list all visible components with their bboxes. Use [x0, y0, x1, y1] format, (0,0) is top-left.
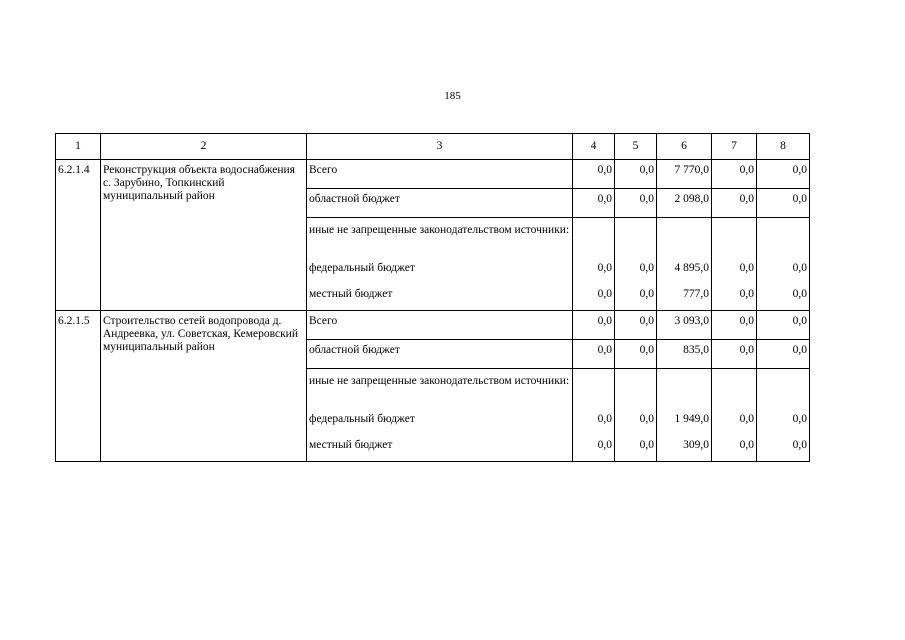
value-cell: 0,0 — [712, 311, 757, 340]
value-cell: 0,0 — [712, 340, 757, 369]
column-header: 1 — [56, 134, 101, 160]
value-cell: 0,0 — [573, 189, 615, 218]
value-cell: 0,0 — [712, 435, 757, 462]
column-header: 5 — [615, 134, 657, 160]
value-cell: 0,0 — [757, 189, 810, 218]
table-row — [56, 160, 810, 189]
value-cell: 0,0 — [573, 435, 615, 462]
value-cell: 2 098,0 — [657, 189, 712, 218]
value-cell: 0,0 — [615, 160, 657, 189]
funding-source-group-label: иные не запрещенные законодательством источники: — [307, 369, 573, 410]
project-name: Строительство сетей водопровода д. Андреевка, ул. Советская, Кемеровский муниципальный район — [101, 311, 307, 462]
funding-source-label: областной бюджет — [307, 340, 573, 369]
table-header-row — [56, 134, 810, 160]
value-cell: 0,0 — [573, 284, 615, 311]
value-cell: 0,0 — [757, 284, 810, 311]
value-cell: 4 895,0 — [657, 258, 712, 284]
column-header: 8 — [757, 134, 810, 160]
column-header: 6 — [657, 134, 712, 160]
funding-source-label: Всего — [307, 311, 573, 340]
value-cell: 0,0 — [757, 435, 810, 462]
value-cell: 0,0 — [757, 258, 810, 284]
funding-source-label: федеральный бюджет — [307, 258, 573, 284]
value-cell: 1 949,0 — [657, 409, 712, 435]
value-cell: 777,0 — [657, 284, 712, 311]
value-cell: 0,0 — [757, 160, 810, 189]
value-cell: 0,0 — [712, 409, 757, 435]
value-cell: 0,0 — [712, 284, 757, 311]
project-code: 6.2.1.4 — [56, 160, 101, 311]
value-cell: 0,0 — [712, 160, 757, 189]
table-row — [56, 311, 810, 340]
column-header: 3 — [307, 134, 573, 160]
value-cell: 0,0 — [757, 409, 810, 435]
page-number: 185 — [444, 90, 461, 102]
funding-source-group-label: иные не запрещенные законодательством источники: — [307, 218, 573, 259]
column-header: 7 — [712, 134, 757, 160]
project-code: 6.2.1.5 — [56, 311, 101, 462]
funding-source-label: областной бюджет — [307, 189, 573, 218]
funding-source-label: Всего — [307, 160, 573, 189]
column-header: 4 — [573, 134, 615, 160]
value-cell: 0,0 — [573, 160, 615, 189]
value-cell: 0,0 — [712, 258, 757, 284]
project-name: Реконструкция объекта водоснабжения с. Зарубино, Топкинский муниципальный район — [101, 160, 307, 311]
value-cell: 0,0 — [615, 340, 657, 369]
value-cell: 0,0 — [573, 409, 615, 435]
value-cell: 0,0 — [615, 189, 657, 218]
value-cell: 0,0 — [573, 340, 615, 369]
value-cell: 0,0 — [757, 340, 810, 369]
column-header: 2 — [101, 134, 307, 160]
value-cell: 3 093,0 — [657, 311, 712, 340]
value-cell: 0,0 — [712, 189, 757, 218]
funding-source-label: местный бюджет — [307, 435, 573, 462]
value-cell: 0,0 — [615, 435, 657, 462]
value-cell: 0,0 — [573, 311, 615, 340]
value-cell: 0,0 — [573, 258, 615, 284]
value-cell: 0,0 — [615, 284, 657, 311]
value-cell: 835,0 — [657, 340, 712, 369]
budget-table — [55, 133, 810, 462]
value-cell: 0,0 — [615, 258, 657, 284]
value-cell: 0,0 — [615, 409, 657, 435]
funding-source-label: федеральный бюджет — [307, 409, 573, 435]
value-cell: 0,0 — [615, 311, 657, 340]
value-cell: 7 770,0 — [657, 160, 712, 189]
funding-source-label: местный бюджет — [307, 284, 573, 311]
value-cell: 0,0 — [757, 311, 810, 340]
value-cell: 309,0 — [657, 435, 712, 462]
